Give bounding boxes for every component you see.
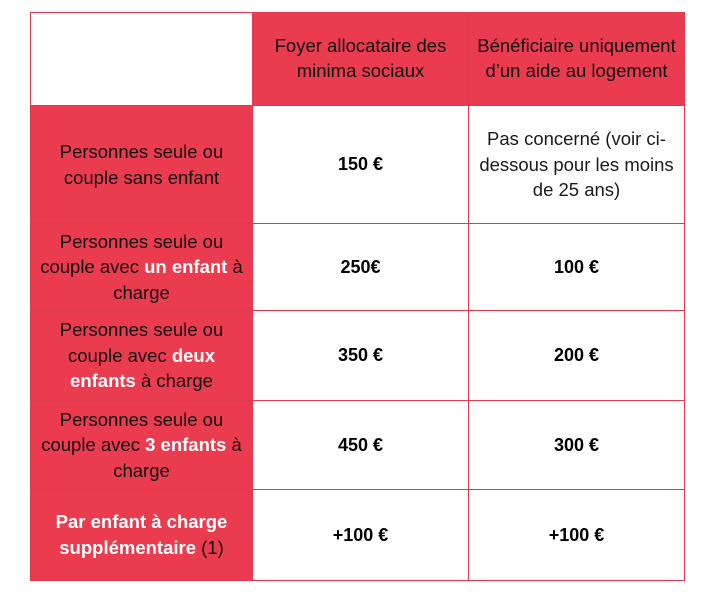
row-value-logement-3: 300 € (469, 401, 685, 490)
header-col-foyer-allocataire: Foyer allocataire des minima sociaux (253, 13, 469, 106)
row-value-foyer-0: 150 € (253, 106, 469, 224)
row-label-text-highlight: 3 enfants (145, 434, 227, 456)
table-row (31, 490, 685, 581)
row-value-foyer-3: 450 € (253, 401, 469, 490)
row-label-text-prefix: Personnes seule ou couple avec (41, 408, 224, 456)
row-value-foyer-2: 350 € (253, 311, 469, 401)
row-label-enfant-supplementaire (31, 490, 253, 581)
table-header-row (31, 13, 685, 106)
row-value-logement-1: 100 € (469, 224, 685, 311)
row-value-logement-2: 200 € (469, 311, 685, 401)
row-value-logement-4: +100 € (469, 490, 685, 581)
row-label-text-highlight: Par enfant à charge supplémentaire (55, 511, 228, 558)
benefits-table (30, 12, 685, 581)
row-value-logement-0: Pas concerné (voir ci-dessous pour les moins de 25 ans) (469, 106, 685, 224)
row-label-un-enfant (31, 224, 253, 311)
table-row (31, 311, 685, 401)
header-col-beneficiaire-logement: Bénéficiaire uniquement d’un aide au logement (469, 13, 685, 106)
row-label-text-prefix: Personnes seule ou couple avec (40, 230, 224, 278)
row-value-foyer-1: 250€ (253, 224, 469, 311)
row-value-foyer-4: +100 € (253, 490, 469, 581)
row-label-text-suffix: à charge (135, 370, 213, 392)
table-row (31, 224, 685, 311)
row-label-text-highlight: un enfant (144, 256, 228, 278)
row-label-text: Personnes seule ou couple sans enfant (59, 140, 224, 188)
benefits-table-container (30, 12, 684, 580)
row-label-text-highlight: deux enfants (70, 344, 216, 392)
row-label-sans-enfant (31, 106, 253, 224)
row-label-trois-enfants (31, 401, 253, 490)
header-corner-cell (31, 13, 253, 106)
row-label-deux-enfants (31, 311, 253, 401)
row-label-text-prefix: Personnes seule ou couple avec (59, 319, 224, 366)
table-row (31, 401, 685, 490)
row-label-text-suffix: à charge (113, 434, 242, 481)
table-row (31, 106, 685, 224)
row-label-text-suffix: à charge (113, 256, 243, 303)
row-label-footnote-ref: (1) (196, 537, 224, 558)
